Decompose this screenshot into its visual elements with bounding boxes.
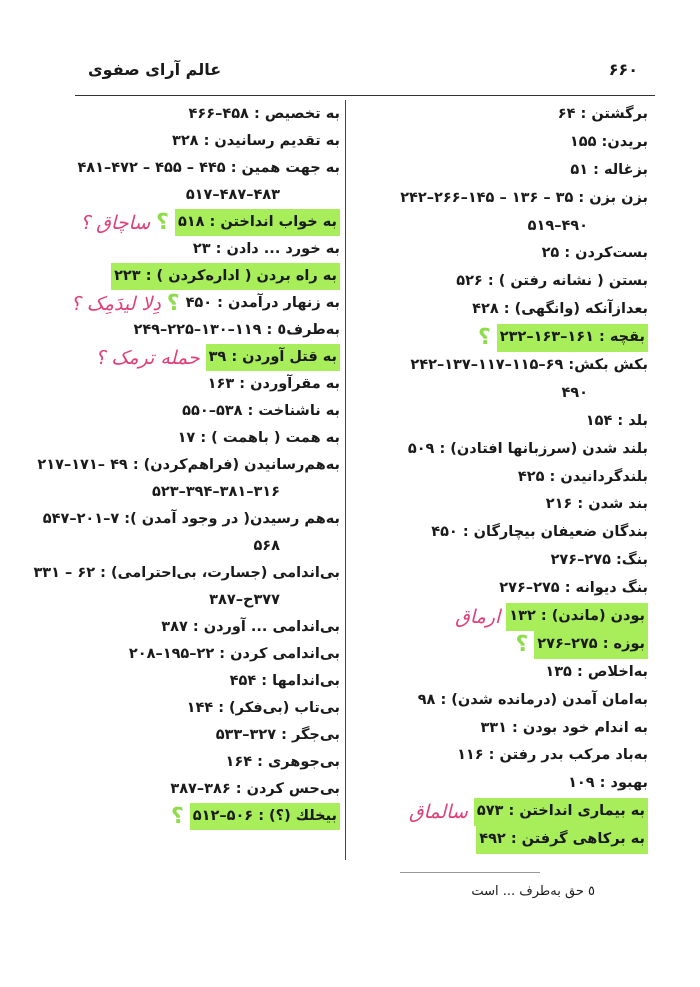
index-entry-text: به تخصیص : ۴۵۸–۴۶۶ xyxy=(188,106,340,122)
index-entry xyxy=(358,491,648,519)
index-entry xyxy=(40,317,340,344)
index-entry xyxy=(358,742,648,770)
index-entry-text: بلند شدن (سرزبانها افتادن) : ۵۰۹ xyxy=(407,440,648,457)
footnote-rule xyxy=(400,872,540,873)
index-entry-text: ۴۹۰–۵۱۹ xyxy=(527,217,588,234)
index-entry xyxy=(358,798,648,826)
question-mark-annotation: ؟ xyxy=(166,290,180,316)
index-entry-text: بنگ دیوانه : ۲۷۵–۲۷۶ xyxy=(499,580,648,597)
index-entry xyxy=(358,519,648,547)
book-title: عالم آرای صفوی xyxy=(88,60,222,79)
index-entry-text: بندگان ضعیفان بیچارگان : ۴۵۰ xyxy=(431,524,648,541)
index-entry-text: به ناشناخت : ۵۳۸–۵۵۰ xyxy=(182,403,340,419)
footnote: ٥ حق به‌طرف ... است xyxy=(471,884,595,899)
index-entry-text: بست‌کردن : ۲۵ xyxy=(541,245,648,262)
index-entry-text: به‌امان آمدن (درمانده شدن) : ۹۸ xyxy=(417,691,648,708)
handwritten-note: ارماق xyxy=(455,605,501,628)
index-entry-text: بی‌تاب (بی‌فکر) : ۱۴۴ xyxy=(186,700,340,716)
index-entry-text: بی‌جگر : ۳۲۷–۵۳۳ xyxy=(215,727,340,743)
index-entry xyxy=(40,398,340,425)
index-entry xyxy=(358,268,648,296)
index-entry-text: به راه بردن ( اداره‌کردن ) : ۲۲۳ xyxy=(111,263,340,290)
index-entry-text: ۴۹۰ xyxy=(561,384,588,401)
index-entry xyxy=(358,240,648,268)
question-mark-annotation: ؟ xyxy=(156,209,169,235)
question-mark-annotation: ؟ xyxy=(515,631,529,657)
index-entry xyxy=(40,155,340,182)
index-entry-text: بستن ( نشانه رفتن ) : ۵۲۶ xyxy=(456,273,648,290)
index-entry-text: بریدن: ۱۵۵ xyxy=(569,133,648,150)
index-entry-continuation xyxy=(40,533,340,560)
index-entry-text: به‌اخلاص : ۱۳۵ xyxy=(545,663,648,680)
index-entry-text: بی‌اندامها : ۴۵۴ xyxy=(229,673,340,689)
index-entry-text: به‌باد مرکب بدر رفتن : ۱۱۶ xyxy=(457,747,648,764)
index-entry-text: بوزه : ۲۷۵–۲۷۶ xyxy=(534,631,648,659)
index-entry xyxy=(40,641,340,668)
index-entry xyxy=(40,371,340,398)
index-entry xyxy=(358,408,648,436)
index-entry xyxy=(40,614,340,641)
index-entry-text: به قتل آوردن : ۳۹ xyxy=(206,344,340,371)
index-entry-text: بی‌حس کردن : ۳۸۶–۳۸۷ xyxy=(170,781,340,797)
index-entry-text: بی‌اندامی ... آوردن : ۳۸۷ xyxy=(161,619,340,635)
index-entry-text: بند شدن : ۲۱۶ xyxy=(545,496,648,513)
index-entry xyxy=(37,452,340,479)
index-entry-text: بی‌اندامی کردن : ۲۲–۱۹۵–۲۰۸ xyxy=(128,646,340,662)
index-entry xyxy=(358,659,648,687)
index-entry-text: بنگ: ۲۷۵–۲۷۶ xyxy=(550,552,648,569)
index-entry-text: بلندگردانیدن : ۴۲۵ xyxy=(517,468,648,485)
index-entry xyxy=(40,722,340,749)
page-number: ۶۶۰ xyxy=(608,60,638,79)
handwritten-note: ساچاق ؟ xyxy=(80,211,151,234)
index-entry-continuation xyxy=(358,380,648,408)
index-entry-text: ۴۸۳–۴۸۷–۵۱۷ xyxy=(185,187,280,203)
handwritten-note: دِلا لیدَمِک ؟ xyxy=(70,292,161,315)
index-column-right xyxy=(358,101,648,854)
index-entry-text: به بیماری انداختن : ۵۷۳ xyxy=(474,798,648,826)
index-entry xyxy=(358,101,648,129)
index-entry-text: به‌هم رسیدن( در وجود آمدن ): ۷–۲۰۱–۵۴۷ xyxy=(42,511,340,527)
index-entry-text: بی‌جوهری : ۱۶۴ xyxy=(225,754,340,770)
index-entry-continuation xyxy=(358,213,648,241)
index-entry xyxy=(358,129,648,157)
index-entry-text: بی‌اندامی (جسارت، بی‌احترامی) : ۶۲ – ۳۳۱ xyxy=(33,565,340,581)
index-entry-text: ۳۱۶–۳۸۱–۳۹۴–۵۲۳ xyxy=(152,484,280,500)
index-entry-text: به خواب انداختن : ۵۱۸ xyxy=(175,209,340,236)
index-entry-text: بقچه : ۱۶۱–۱۶۳–۲۳۲ xyxy=(497,324,648,352)
index-entry-text: ۳۷۷ح–۳۸۷ xyxy=(209,592,280,608)
index-entry-text: به همت ( باهمت ) : ۱۷ xyxy=(177,430,340,446)
index-entry xyxy=(40,749,340,776)
index-entry-text: به جهت همین : ۴۴۵ – ۴۵۵ – ۴۷۲–۴۸۱ xyxy=(77,160,340,176)
index-entry xyxy=(40,776,340,803)
index-entry-text: به اندام خود بودن : ۳۳۱ xyxy=(480,719,648,736)
index-entry xyxy=(358,436,648,464)
index-entry-text: بلد : ۱۵۴ xyxy=(585,412,648,429)
index-entry-text: بزن بزن : ۳۵ – ۱۳۶ – ۱۴۵–۲۶۶–۲۴۲ xyxy=(400,189,648,206)
index-entry xyxy=(358,324,648,352)
index-entry xyxy=(33,560,340,587)
index-entry xyxy=(40,425,340,452)
index-entry-text: بودن (ماندن) : ۱۳۲ xyxy=(506,603,648,631)
index-entry xyxy=(358,687,648,715)
question-mark-annotation: ؟ xyxy=(478,325,491,351)
index-entry-text: به خورد ... دادن : ۲۳ xyxy=(192,241,340,257)
index-entry xyxy=(40,695,340,722)
index-entry-text: به زنهار درآمدن : ۴۵۰ xyxy=(185,295,340,311)
index-entry xyxy=(40,506,340,533)
index-entry xyxy=(358,547,648,575)
index-entry xyxy=(40,668,340,695)
handwritten-note: سالماق xyxy=(408,801,468,824)
index-entry xyxy=(40,236,340,263)
index-entry xyxy=(40,263,340,290)
index-entry xyxy=(358,715,648,743)
index-entry xyxy=(358,157,648,185)
index-entry xyxy=(358,185,648,213)
index-entry xyxy=(358,352,648,380)
index-entry xyxy=(358,575,648,603)
index-entry-text: به تقدیم رسانیدن : ۳۲۸ xyxy=(171,133,340,149)
index-entry xyxy=(358,464,648,492)
index-entry xyxy=(358,603,648,631)
index-entry xyxy=(358,296,648,324)
question-mark-annotation: ؟ xyxy=(171,803,184,829)
index-entry-text: برگشتن : ۶۴ xyxy=(557,106,648,122)
index-entry-text: به مقرآوردن : ۱۶۳ xyxy=(207,376,340,392)
header-rule xyxy=(75,95,655,96)
index-entry-continuation xyxy=(40,479,340,506)
index-entry-continuation xyxy=(40,182,340,209)
index-entry xyxy=(358,770,648,798)
index-entry xyxy=(358,631,648,659)
handwritten-note: حمله ترمک ؟ xyxy=(95,346,200,369)
index-entry-text: به‌طرف٥ : ۱۱۹–۱۳۰–۲۲۵–۲۴۹ xyxy=(133,322,340,338)
index-entry-text: بهبود : ۱۰۹ xyxy=(568,775,648,792)
index-entry xyxy=(40,101,340,128)
index-entry-text: بعدازآنکه (وانگهی) : ۴۲۸ xyxy=(472,301,648,318)
index-entry xyxy=(358,826,648,854)
index-entry-text: به‌هم‌رسانیدن (فراهم‌کردن) : ۴۹ –۱۷۱–۲۱۷ xyxy=(37,457,340,473)
index-entry-text: بیخلك (؟) : ۵۰۶–۵۱۲ xyxy=(190,803,340,830)
column-divider xyxy=(345,100,346,860)
index-entry-text: ۵۶۸ xyxy=(253,538,280,554)
index-entry xyxy=(40,128,340,155)
index-entry-continuation xyxy=(40,587,340,614)
index-entry xyxy=(40,803,340,830)
index-entry-text: به برکاهی گرفتن : ۴۹۲ xyxy=(476,826,648,854)
index-entry-text: بزغاله : ۵۱ xyxy=(570,161,648,178)
index-entry-text: بکش بکش: ۶۹–۱۱۵–۱۱۷–۱۳۷–۲۴۲ xyxy=(410,357,648,374)
